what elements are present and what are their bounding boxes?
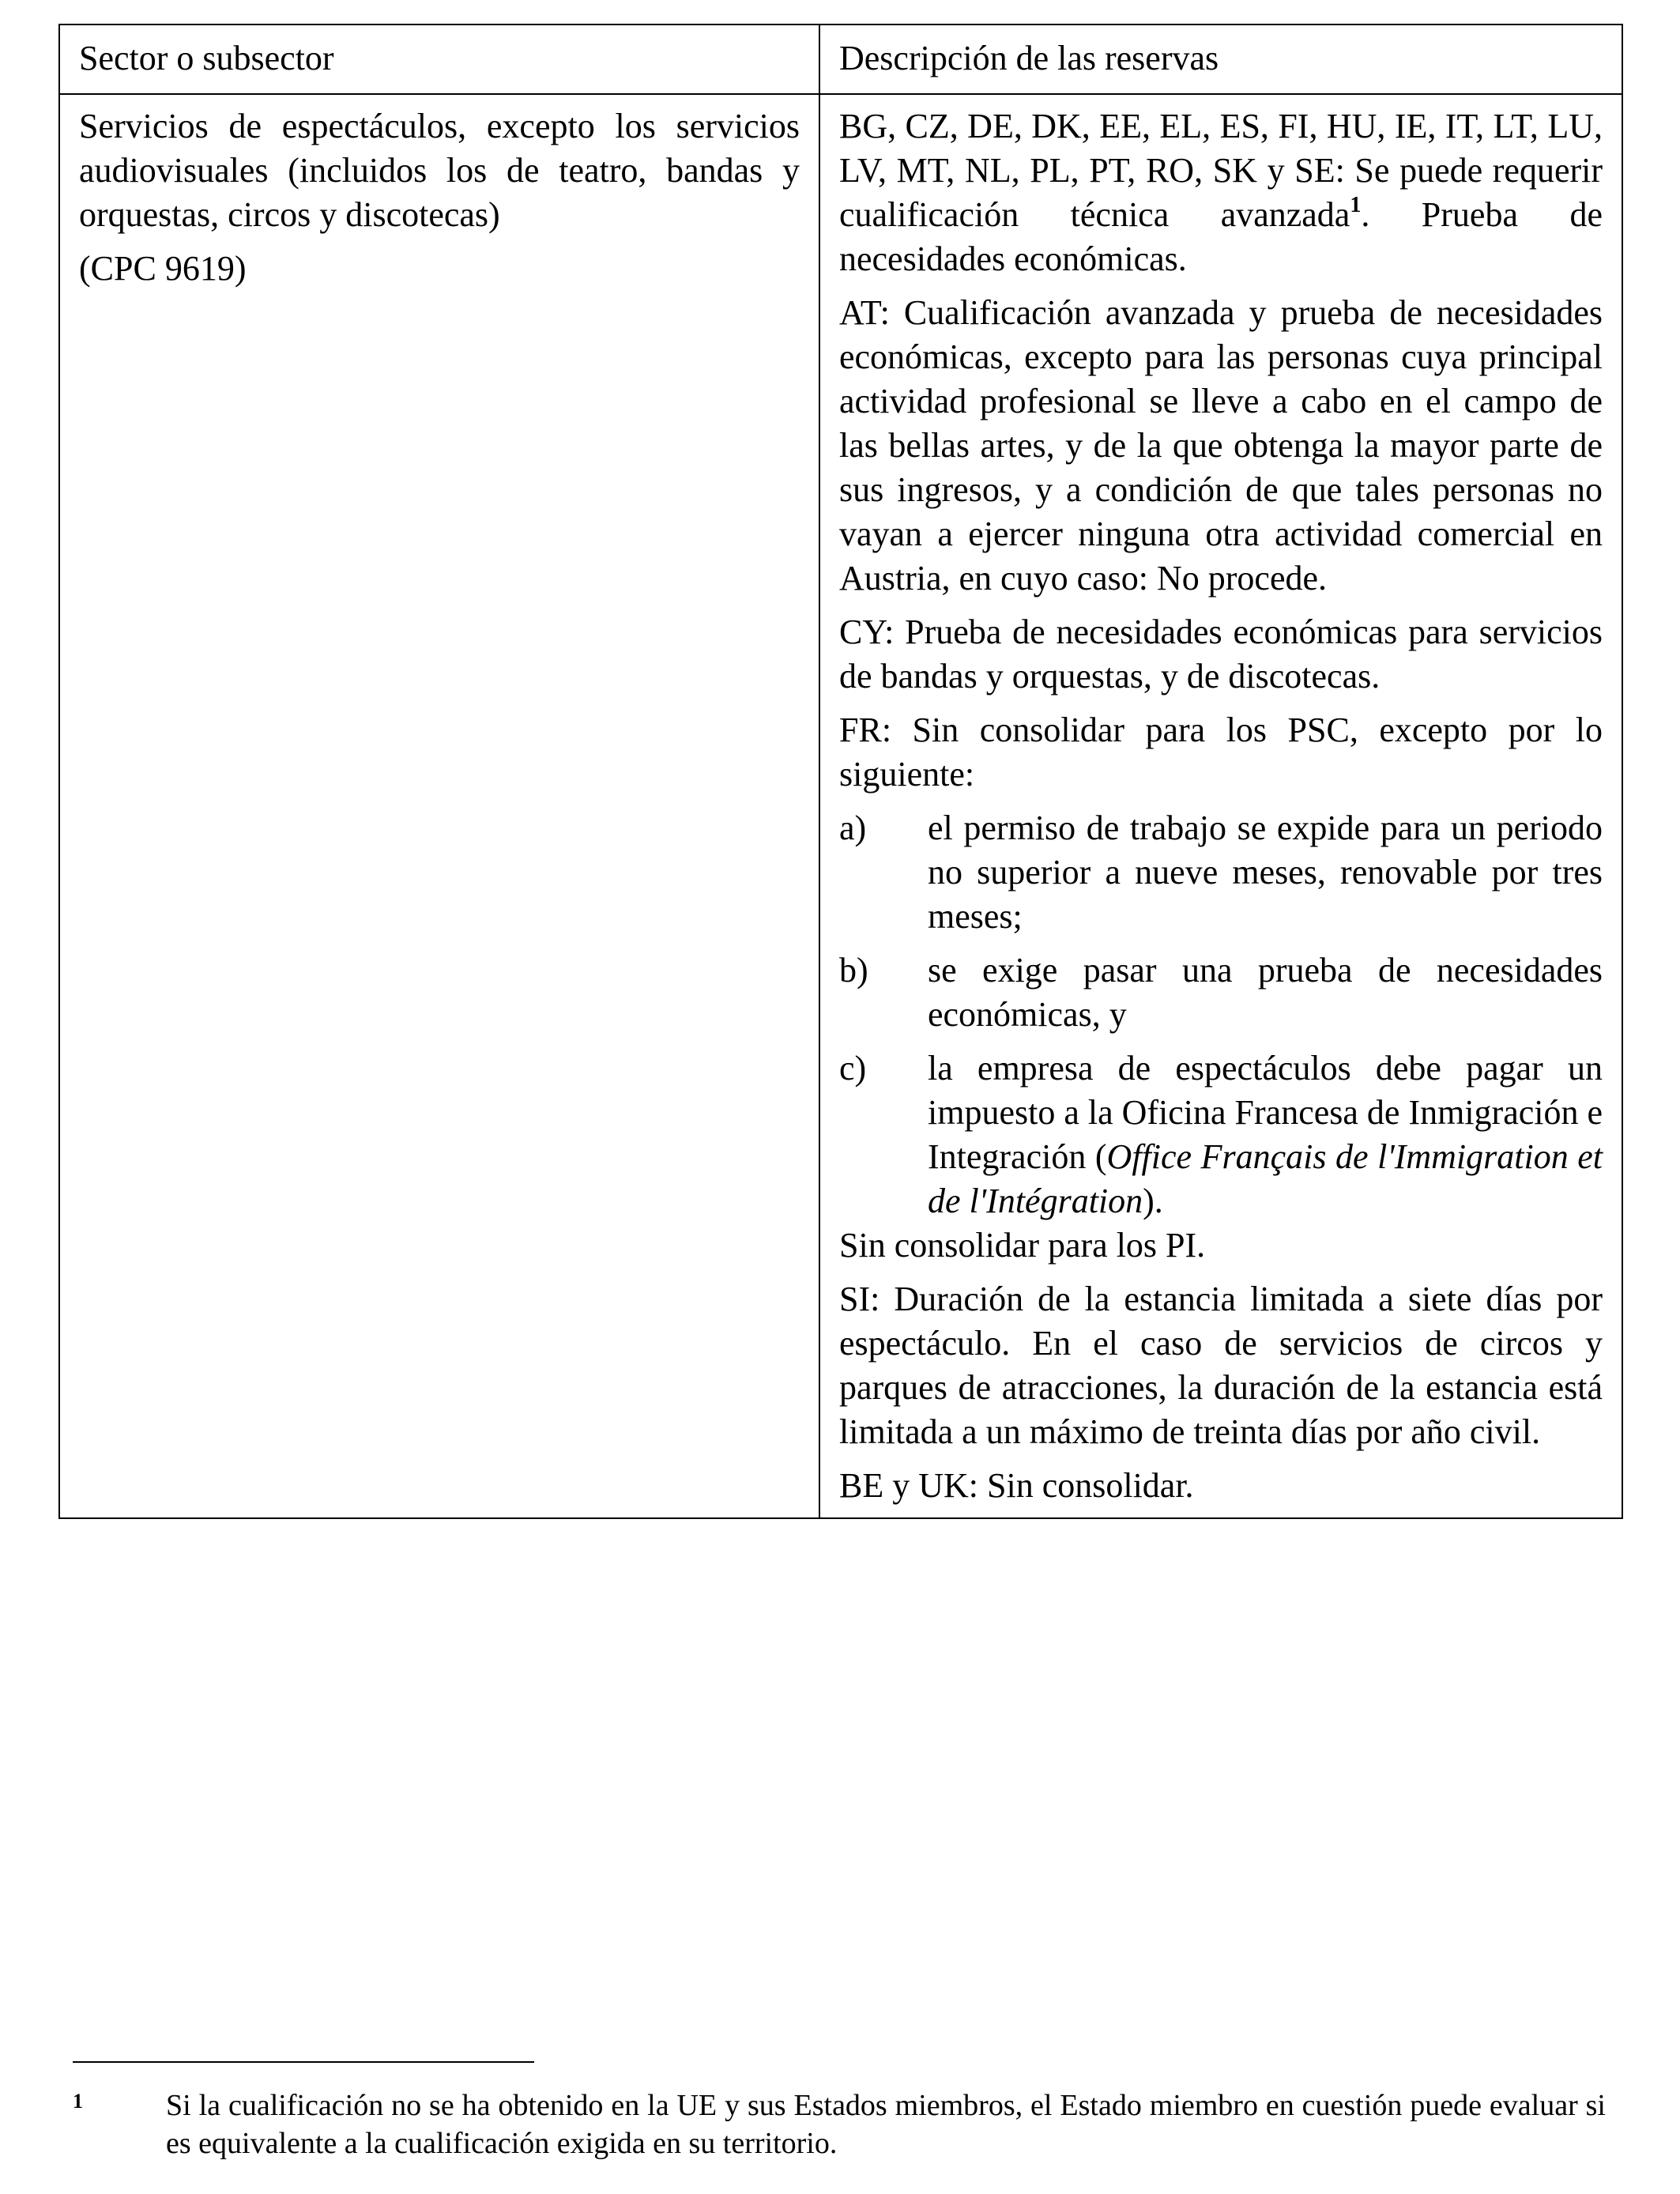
reservation-cy: CY: Prueba de necesidades económicas para servicios de bandas y orquestas, y de discotecas. <box>839 613 1603 696</box>
header-sector: Sector o subsector <box>59 25 819 94</box>
list-item <box>839 948 1603 1037</box>
list-item-text: la empresa de espectáculos debe pagar un impuesto a la Oficina Francesa de Inmigración e Integración ( <box>928 1049 1603 1176</box>
footnote-separator <box>73 2061 534 2063</box>
reservation-fr: FR: Sin consolidar para los PSC, excepto por lo siguiente: <box>839 711 1603 794</box>
footnote-text: Si la cualificación no se ha obtenido en la UE y sus Estados miembros, el Estado miembro en cuestión puede evaluar si es equivalente a la cualificación exigida en su territorio. <box>166 2089 1606 2160</box>
list-item-tail: ). <box>1143 1182 1163 1220</box>
list-item-italic: Office Français de l'Immigration et de l'Intégration <box>928 1137 1603 1220</box>
footnote <box>73 2087 1606 2162</box>
list-item-label: a) <box>839 809 867 847</box>
description-cell <box>819 94 1622 1518</box>
reservation-pi: Sin consolidar para los PI. <box>839 1226 1206 1265</box>
list-item-text-wrapper <box>928 1046 1603 1223</box>
sector-code: (CPC 9619) <box>79 249 247 288</box>
sector-name: Servicios de espectáculos, excepto los servicios audiovisuales (incluidos los de teatro, bandas y orquestas, circos y discotecas) <box>79 107 800 234</box>
list-item-label: c) <box>839 1049 867 1088</box>
list-item-text: se exige pasar una prueba de necesidades económicas, y <box>928 951 1603 1034</box>
header-row <box>59 25 1622 94</box>
footnote-ref[interactable]: 1 <box>1350 193 1362 217</box>
reservation-member-states <box>839 104 1603 281</box>
reservation-si: SI: Duración de la estancia limitada a siete días por espectáculo. En el caso de servicios de circos y parques de atracciones, la duración de la estancia está limitada a un máximo de treinta días por año civil. <box>839 1280 1603 1451</box>
reservation-be-uk: BE y UK: Sin consolidar. <box>839 1466 1194 1505</box>
list-item <box>839 1046 1603 1223</box>
list-item-text: el permiso de trabajo se expide para un periodo no superior a nueve meses, renovable por tres meses; <box>928 809 1603 936</box>
reservations-table <box>58 24 1623 1519</box>
reservation-at: AT: Cualificación avanzada y prueba de necesidades económicas, excepto para las personas cuya principal actividad profesional se lleve a cabo en el campo de las bellas artes, y de la que obtenga la mayor parte de sus ingresos, y a condición de que tales personas no vayan a ejercer ninguna otra actividad comercial en Austria, en cuyo caso: No procede. <box>839 293 1603 598</box>
reservation-member-states-tail: . Prueba de necesidades económicas. <box>839 195 1603 278</box>
list-item <box>839 806 1603 939</box>
header-description: Descripción de las reservas <box>819 25 1622 94</box>
sector-cell <box>59 94 819 1518</box>
list-item-label: b) <box>839 951 868 990</box>
table-row <box>59 94 1622 1518</box>
reservation-member-states-text: BG, CZ, DE, DK, EE, EL, ES, FI, HU, IE, IT, LT, LU, LV, MT, NL, PL, PT, RO, SK y SE: Se puede requerir cualificación técnica avanzada <box>839 107 1603 234</box>
footnote-number: 1 <box>73 2090 83 2113</box>
